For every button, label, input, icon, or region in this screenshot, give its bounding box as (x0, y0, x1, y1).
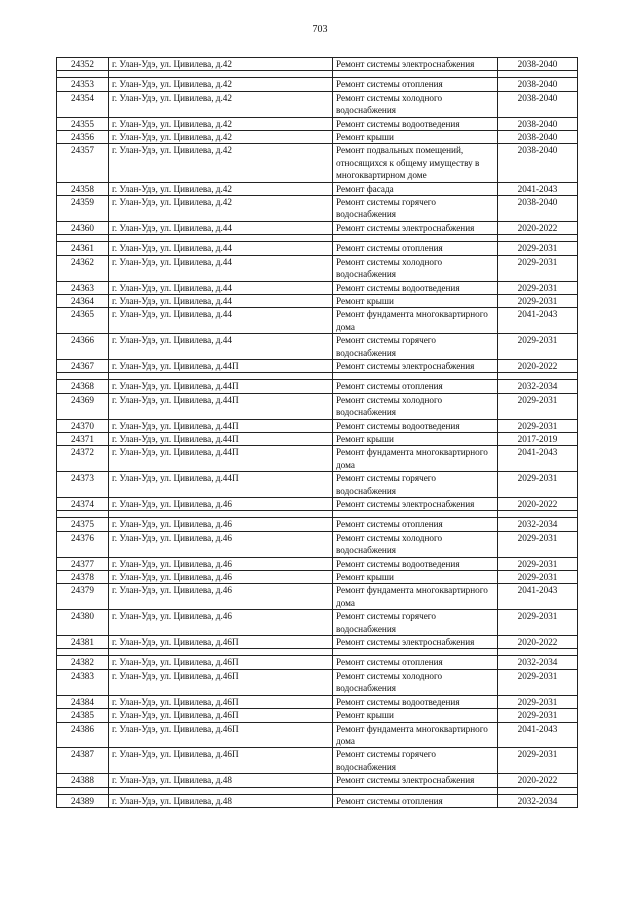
row-address: г. Улан-Удэ, ул. Цивилева, д.44 (109, 255, 333, 281)
row-number: 24376 (57, 531, 109, 557)
table-row (57, 393, 578, 419)
row-period: 2020-2022 (498, 221, 578, 234)
row-number: 24388 (57, 774, 109, 787)
row-number: 24366 (57, 334, 109, 360)
row-work-type: Ремонт системы электроснабжения (333, 359, 498, 372)
row-work-type: Ремонт крыши (333, 294, 498, 307)
row-work-type: Ремонт системы отопления (333, 656, 498, 669)
table-row (57, 182, 578, 195)
repair-schedule-table (56, 57, 578, 808)
spacer-cell (109, 373, 333, 380)
row-address: г. Улан-Удэ, ул. Цивилева, д.46П (109, 709, 333, 722)
table-row (57, 571, 578, 584)
table-row (57, 334, 578, 360)
row-work-type: Ремонт фундамента многоквартирного дома (333, 308, 498, 334)
table-row (57, 78, 578, 91)
spacer-cell (109, 511, 333, 518)
row-number: 24375 (57, 518, 109, 531)
spacer-cell (498, 649, 578, 656)
row-period: 2032-2034 (498, 518, 578, 531)
row-period: 2029-2031 (498, 571, 578, 584)
row-work-type: Ремонт крыши (333, 432, 498, 445)
row-address: г. Улан-Удэ, ул. Цивилева, д.44 (109, 242, 333, 255)
row-address: г. Улан-Удэ, ул. Цивилева, д.44П (109, 380, 333, 393)
row-period: 2020-2022 (498, 359, 578, 372)
row-work-type: Ремонт системы горячего водоснабжения (333, 472, 498, 498)
row-number: 24364 (57, 294, 109, 307)
table-row (57, 584, 578, 610)
row-spacer (57, 235, 578, 242)
table-row (57, 794, 578, 807)
table-row (57, 557, 578, 570)
spacer-cell (57, 787, 109, 794)
row-period: 2032-2034 (498, 380, 578, 393)
spacer-cell (498, 71, 578, 78)
row-number: 24382 (57, 656, 109, 669)
row-period: 2029-2031 (498, 294, 578, 307)
row-address: г. Улан-Удэ, ул. Цивилева, д.42 (109, 196, 333, 222)
row-work-type: Ремонт системы холодного водоснабжения (333, 91, 498, 117)
row-work-type: Ремонт крыши (333, 131, 498, 144)
table-row (57, 58, 578, 71)
table-row (57, 308, 578, 334)
row-address: г. Улан-Удэ, ул. Цивилева, д.42 (109, 91, 333, 117)
table-row (57, 748, 578, 774)
row-period: 2038-2040 (498, 58, 578, 71)
row-address: г. Улан-Удэ, ул. Цивилева, д.46П (109, 722, 333, 748)
row-number: 24352 (57, 58, 109, 71)
row-period: 2029-2031 (498, 242, 578, 255)
row-address: г. Улан-Удэ, ул. Цивилева, д.46 (109, 518, 333, 531)
table-row (57, 131, 578, 144)
row-period: 2038-2040 (498, 131, 578, 144)
spacer-cell (333, 71, 498, 78)
table-row (57, 419, 578, 432)
row-work-type: Ремонт системы отопления (333, 380, 498, 393)
spacer-cell (333, 511, 498, 518)
row-period: 2038-2040 (498, 91, 578, 117)
row-work-type: Ремонт системы холодного водоснабжения (333, 255, 498, 281)
row-address: г. Улан-Удэ, ул. Цивилева, д.48 (109, 774, 333, 787)
row-address: г. Улан-Удэ, ул. Цивилева, д.46П (109, 636, 333, 649)
spacer-cell (57, 511, 109, 518)
row-number: 24380 (57, 610, 109, 636)
row-address: г. Улан-Удэ, ул. Цивилева, д.44 (109, 221, 333, 234)
row-period: 2038-2040 (498, 196, 578, 222)
row-spacer (57, 71, 578, 78)
row-number: 24369 (57, 393, 109, 419)
row-work-type: Ремонт системы электроснабжения (333, 221, 498, 234)
row-number: 24387 (57, 748, 109, 774)
row-work-type: Ремонт фундамента многоквартирного дома (333, 584, 498, 610)
row-address: г. Улан-Удэ, ул. Цивилева, д.42 (109, 144, 333, 182)
table-row (57, 281, 578, 294)
table-row (57, 91, 578, 117)
row-address: г. Улан-Удэ, ул. Цивилева, д.46П (109, 669, 333, 695)
spacer-cell (57, 649, 109, 656)
table-row (57, 498, 578, 511)
row-period: 2020-2022 (498, 498, 578, 511)
row-work-type: Ремонт подвальных помещений, относящихся к общему имуществу в многоквартирном доме (333, 144, 498, 182)
row-period: 2032-2034 (498, 794, 578, 807)
row-number: 24367 (57, 359, 109, 372)
row-period: 2041-2043 (498, 182, 578, 195)
spacer-cell (498, 235, 578, 242)
row-period: 2029-2031 (498, 255, 578, 281)
row-number: 24363 (57, 281, 109, 294)
row-period: 2038-2040 (498, 78, 578, 91)
spacer-cell (57, 71, 109, 78)
row-work-type: Ремонт системы холодного водоснабжения (333, 669, 498, 695)
table-row (57, 709, 578, 722)
row-address: г. Улан-Удэ, ул. Цивилева, д.46 (109, 557, 333, 570)
table-row (57, 242, 578, 255)
row-address: г. Улан-Удэ, ул. Цивилева, д.44 (109, 334, 333, 360)
spacer-cell (333, 649, 498, 656)
row-number: 24385 (57, 709, 109, 722)
row-work-type: Ремонт системы горячего водоснабжения (333, 610, 498, 636)
table-row (57, 518, 578, 531)
row-number: 24373 (57, 472, 109, 498)
row-address: г. Улан-Удэ, ул. Цивилева, д.42 (109, 131, 333, 144)
row-work-type: Ремонт крыши (333, 709, 498, 722)
row-spacer (57, 511, 578, 518)
row-work-type: Ремонт системы водоотведения (333, 557, 498, 570)
row-period: 2041-2043 (498, 446, 578, 472)
row-work-type: Ремонт фасада (333, 182, 498, 195)
table-row (57, 144, 578, 182)
row-period: 2029-2031 (498, 709, 578, 722)
table-row (57, 117, 578, 130)
row-number: 24372 (57, 446, 109, 472)
row-work-type: Ремонт системы отопления (333, 78, 498, 91)
row-address: г. Улан-Удэ, ул. Цивилева, д.42 (109, 78, 333, 91)
row-address: г. Улан-Удэ, ул. Цивилева, д.44 (109, 281, 333, 294)
table-row (57, 610, 578, 636)
row-work-type: Ремонт системы водоотведения (333, 281, 498, 294)
row-number: 24358 (57, 182, 109, 195)
row-number: 24384 (57, 695, 109, 708)
row-number: 24355 (57, 117, 109, 130)
row-period: 2038-2040 (498, 144, 578, 182)
row-address: г. Улан-Удэ, ул. Цивилева, д.46П (109, 748, 333, 774)
row-number: 24365 (57, 308, 109, 334)
row-address: г. Улан-Удэ, ул. Цивилева, д.48 (109, 794, 333, 807)
table-row (57, 472, 578, 498)
row-number: 24374 (57, 498, 109, 511)
row-number: 24378 (57, 571, 109, 584)
row-period: 2029-2031 (498, 531, 578, 557)
table-row (57, 446, 578, 472)
row-period: 2020-2022 (498, 774, 578, 787)
row-spacer (57, 649, 578, 656)
table-row (57, 221, 578, 234)
row-spacer (57, 787, 578, 794)
row-work-type: Ремонт крыши (333, 571, 498, 584)
row-address: г. Улан-Удэ, ул. Цивилева, д.42 (109, 117, 333, 130)
row-work-type: Ремонт фундамента многоквартирного дома (333, 722, 498, 748)
row-period: 2029-2031 (498, 748, 578, 774)
table-row (57, 531, 578, 557)
row-spacer (57, 373, 578, 380)
row-period: 2029-2031 (498, 610, 578, 636)
row-number: 24361 (57, 242, 109, 255)
row-number: 24362 (57, 255, 109, 281)
spacer-cell (498, 511, 578, 518)
row-work-type: Ремонт системы отопления (333, 242, 498, 255)
table-row (57, 359, 578, 372)
row-work-type: Ремонт системы водоотведения (333, 117, 498, 130)
spacer-cell (498, 373, 578, 380)
row-period: 2029-2031 (498, 669, 578, 695)
row-address: г. Улан-Удэ, ул. Цивилева, д.44П (109, 393, 333, 419)
spacer-cell (109, 71, 333, 78)
row-period: 2017-2019 (498, 432, 578, 445)
row-address: г. Улан-Удэ, ул. Цивилева, д.46 (109, 571, 333, 584)
row-period: 2029-2031 (498, 281, 578, 294)
row-number: 24371 (57, 432, 109, 445)
table-row (57, 669, 578, 695)
row-number: 24389 (57, 794, 109, 807)
row-number: 24368 (57, 380, 109, 393)
row-number: 24360 (57, 221, 109, 234)
spacer-cell (333, 373, 498, 380)
row-number: 24377 (57, 557, 109, 570)
row-address: г. Улан-Удэ, ул. Цивилева, д.44П (109, 359, 333, 372)
table-row (57, 656, 578, 669)
row-number: 24386 (57, 722, 109, 748)
row-period: 2029-2031 (498, 334, 578, 360)
row-number: 24357 (57, 144, 109, 182)
row-number: 24379 (57, 584, 109, 610)
row-address: г. Улан-Удэ, ул. Цивилева, д.46 (109, 498, 333, 511)
row-address: г. Улан-Удэ, ул. Цивилева, д.44П (109, 419, 333, 432)
row-number: 24370 (57, 419, 109, 432)
row-address: г. Улан-Удэ, ул. Цивилева, д.46П (109, 695, 333, 708)
row-work-type: Ремонт фундамента многоквартирного дома (333, 446, 498, 472)
table-row (57, 695, 578, 708)
spacer-cell (333, 235, 498, 242)
row-number: 24353 (57, 78, 109, 91)
row-work-type: Ремонт системы электроснабжения (333, 774, 498, 787)
row-work-type: Ремонт системы водоотведения (333, 695, 498, 708)
row-period: 2029-2031 (498, 393, 578, 419)
table-row (57, 196, 578, 222)
spacer-cell (333, 787, 498, 794)
row-address: г. Улан-Удэ, ул. Цивилева, д.42 (109, 182, 333, 195)
row-period: 2041-2043 (498, 722, 578, 748)
row-number: 24381 (57, 636, 109, 649)
row-work-type: Ремонт системы электроснабжения (333, 58, 498, 71)
page-number: 703 (312, 24, 328, 35)
spacer-cell (109, 649, 333, 656)
row-work-type: Ремонт системы холодного водоснабжения (333, 393, 498, 419)
table-row (57, 722, 578, 748)
row-period: 2020-2022 (498, 636, 578, 649)
row-address: г. Улан-Удэ, ул. Цивилева, д.44 (109, 308, 333, 334)
row-work-type: Ремонт системы холодного водоснабжения (333, 531, 498, 557)
spacer-cell (498, 787, 578, 794)
row-work-type: Ремонт системы водоотведения (333, 419, 498, 432)
row-work-type: Ремонт системы горячего водоснабжения (333, 196, 498, 222)
row-period: 2029-2031 (498, 472, 578, 498)
row-work-type: Ремонт системы горячего водоснабжения (333, 334, 498, 360)
row-work-type: Ремонт системы отопления (333, 794, 498, 807)
row-number: 24383 (57, 669, 109, 695)
row-address: г. Улан-Удэ, ул. Цивилева, д.44 (109, 294, 333, 307)
row-number: 24354 (57, 91, 109, 117)
table-row (57, 774, 578, 787)
row-address: г. Улан-Удэ, ул. Цивилева, д.44П (109, 446, 333, 472)
row-period: 2029-2031 (498, 557, 578, 570)
row-period: 2038-2040 (498, 117, 578, 130)
table-row (57, 294, 578, 307)
spacer-cell (109, 235, 333, 242)
row-work-type: Ремонт системы горячего водоснабжения (333, 748, 498, 774)
row-address: г. Улан-Удэ, ул. Цивилева, д.46П (109, 656, 333, 669)
row-address: г. Улан-Удэ, ул. Цивилева, д.46 (109, 584, 333, 610)
spacer-cell (57, 373, 109, 380)
table-body (57, 58, 578, 808)
table-row (57, 380, 578, 393)
row-address: г. Улан-Удэ, ул. Цивилева, д.46 (109, 610, 333, 636)
row-work-type: Ремонт системы отопления (333, 518, 498, 531)
row-address: г. Улан-Удэ, ул. Цивилева, д.44П (109, 432, 333, 445)
row-period: 2029-2031 (498, 419, 578, 432)
row-work-type: Ремонт системы электроснабжения (333, 498, 498, 511)
table-row (57, 636, 578, 649)
row-address: г. Улан-Удэ, ул. Цивилева, д.46 (109, 531, 333, 557)
row-number: 24356 (57, 131, 109, 144)
row-number: 24359 (57, 196, 109, 222)
table-row (57, 432, 578, 445)
row-period: 2041-2043 (498, 584, 578, 610)
row-address: г. Улан-Удэ, ул. Цивилева, д.42 (109, 58, 333, 71)
table-row (57, 255, 578, 281)
row-period: 2041-2043 (498, 308, 578, 334)
row-work-type: Ремонт системы электроснабжения (333, 636, 498, 649)
spacer-cell (109, 787, 333, 794)
row-period: 2032-2034 (498, 656, 578, 669)
row-address: г. Улан-Удэ, ул. Цивилева, д.44П (109, 472, 333, 498)
spacer-cell (57, 235, 109, 242)
row-period: 2029-2031 (498, 695, 578, 708)
